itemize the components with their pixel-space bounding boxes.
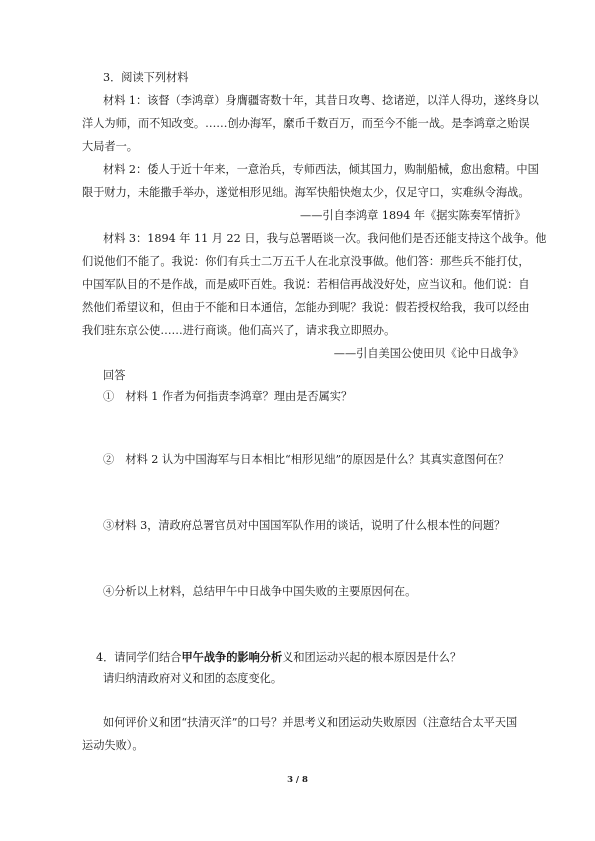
- question-2: ② 材料 2 认为中国海军与日本相比“相形见绌”的原因是什么？其真实意图何在？: [103, 453, 510, 466]
- q4-line1-prefix: 4．请同学们结合: [96, 651, 182, 664]
- material3-line4: 然他们希望议和，但由于不能和日本通信，怎能办到呢？我说：假若授权给我，我可以经由: [82, 301, 530, 314]
- question-1: ① 材料 1 作者为何指责李鸿章？理由是否属实？: [103, 390, 353, 403]
- material1-line2: 洋人为师，而不知改变。……创办海军，縻币千数百万，而至今不能一战。是李鸿章之贻误: [82, 117, 530, 130]
- q4-line4: 运动失败）。: [82, 739, 144, 752]
- material3-line5: 我们驻东京公使……进行商谈。他们高兴了，请求我立即照办。: [82, 324, 396, 337]
- material2-source: ——引自李鸿章 1894 年《据实陈奏军情折》: [300, 209, 526, 222]
- material2-line2: 限于财力，未能撒手举办，遂觉相形见绌。海军快船快炮太少，仅足守口，实难纵令海战。: [82, 186, 530, 199]
- q4-line1-bold: 甲午战争的影响分析: [181, 650, 283, 664]
- material3-line2: 们说他们不能了。我说：你们有兵士二万五千人在北京没事做。他们答：那些兵不能打仗，: [82, 255, 530, 268]
- question-3: ③材料 3，清政府总署官员对中国国军队作用的谈话，说明了什么根本性的问题？: [103, 519, 506, 532]
- q4-line3: 如何评价义和团“扶清灭洋”的口号？并思考义和团运动失败原因（注意结合太平天国: [103, 716, 518, 729]
- q4-line1: [96, 649, 461, 666]
- material1-line1: 材料 1：该督（李鸿章）身膺疆寄数十年，其昔日攻粤、捻诸逆，以洋人得功，遂终身以: [103, 94, 539, 107]
- answer-label: 回答: [103, 369, 126, 382]
- material3-line3: 中国军队目的不是作战，而是威吓百姓。我说：若相信再战没好处，应当议和。他们说：自: [82, 278, 530, 291]
- material3-line1: 材料 3：1894 年 11 月 22 日，我与总署晤谈一次。我问他们是否还能支持这个战争。他: [103, 232, 547, 245]
- material1-line3: 大局者一。: [82, 140, 138, 153]
- q3-heading: 3．阅读下列材料: [103, 71, 189, 84]
- question-4: ④分析以上材料，总结甲午中日战争中国失败的主要原因何在。: [103, 585, 417, 598]
- q4-line2: 请归纳清政府对义和团的态度变化。: [103, 672, 283, 685]
- q4-line1-suffix: 义和团运动兴起的根本原因是什么？: [282, 651, 462, 664]
- page-number: 3 / 8: [287, 775, 308, 785]
- material3-source: ——引自美国公使田贝《论中日战争》: [333, 347, 524, 360]
- material2-line1: 材料 2：倭人于近十年来，一意治兵，专师西法，倾其国力，购制船械，愈出愈精。中国: [103, 163, 539, 176]
